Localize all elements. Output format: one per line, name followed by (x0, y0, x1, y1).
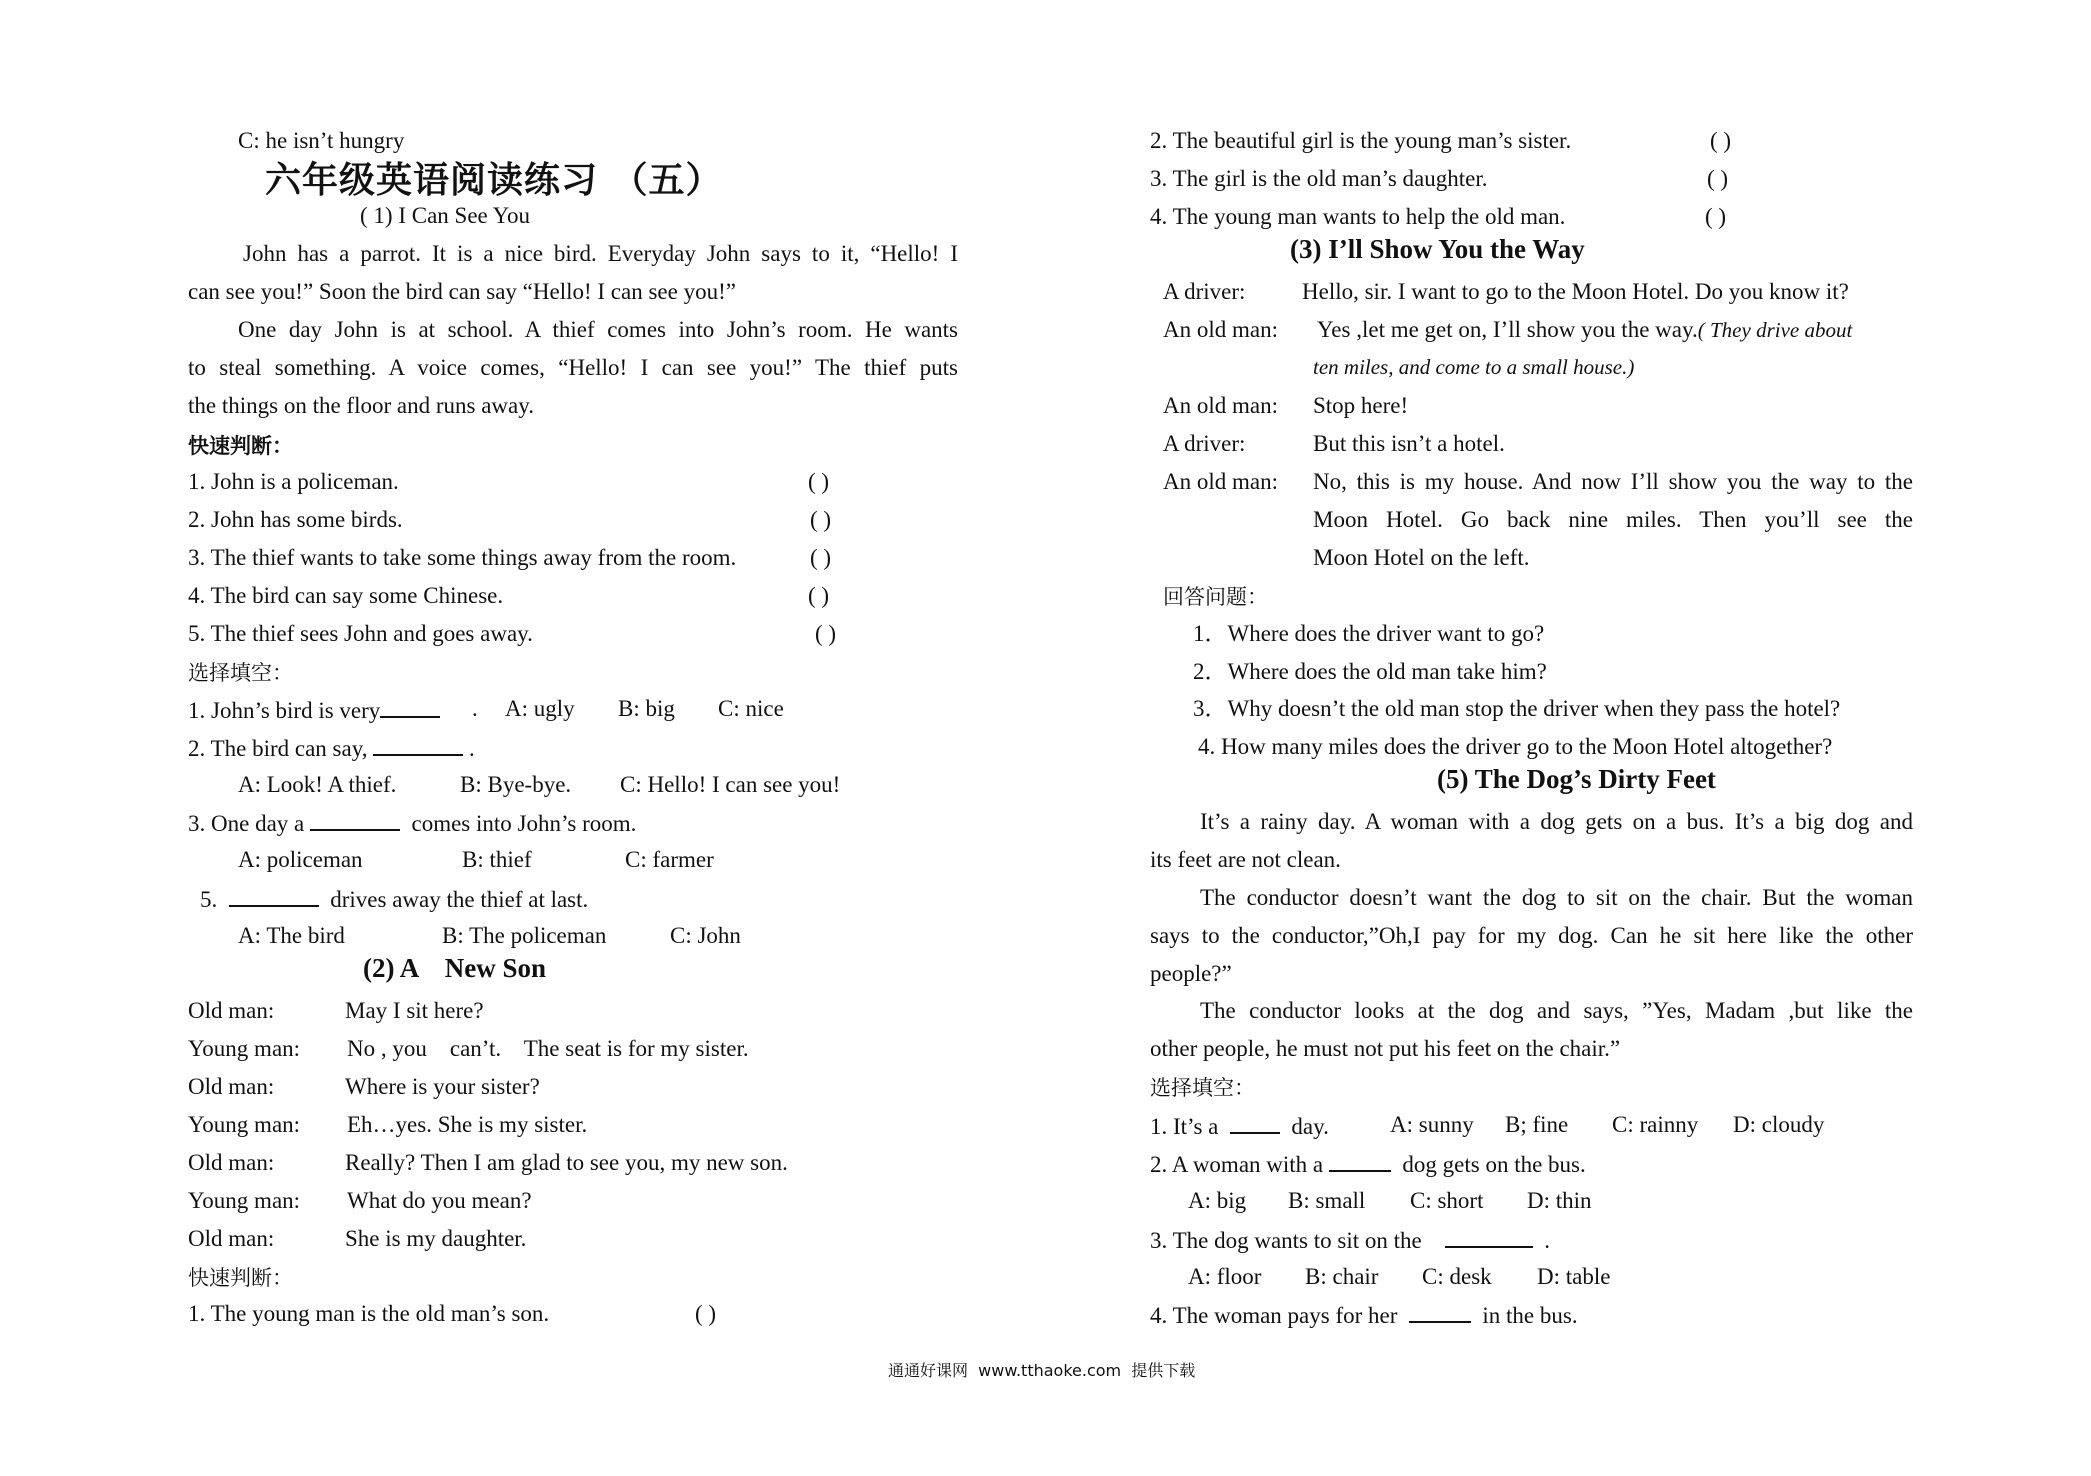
dialogue-line: But this isn’t a hotel. (1313, 431, 1505, 456)
s1-paragraph-line: can see you!” Soon the bird can say “Hello! I can see you!” (188, 279, 736, 304)
choice-option: C: Hello! I can see you! (620, 772, 841, 797)
section-3-heading: (3) I’ll Show You the Way (1290, 234, 1585, 264)
choice-option: A: Look! A thief. (238, 772, 397, 797)
page-title: 六年级英语阅读练习 （五） (265, 160, 723, 201)
choice-question: 2. A woman with a dog gets on the bus. (1150, 1148, 1586, 1180)
s5-paragraph-line: It’s a rainy day. A woman with a dog gets on a bus. It’s a big dog and (1200, 809, 1913, 834)
choice-option: A: sunny (1390, 1112, 1474, 1137)
section-1-heading: ( 1) I Can See You (360, 203, 530, 228)
choice-option: A: ugly (505, 696, 575, 721)
answer-blank[interactable] (1409, 1299, 1471, 1323)
choice-option: B: chair (1305, 1264, 1379, 1289)
dialogue-speaker: Young man: (188, 1036, 301, 1061)
stage-direction: ( They drive about (1697, 318, 1853, 342)
dialogue-speaker: An old man: (1163, 317, 1278, 342)
answer-blank[interactable] (380, 694, 440, 718)
s2-judge-label: 快速判断： (188, 1266, 293, 1290)
answer-parentheses: ( ) (808, 583, 830, 608)
judge-question: 4. The young man wants to help the old man. (1150, 204, 1566, 229)
dialogue-line: May I sit here? (345, 998, 484, 1023)
s1-judge-label: 快速判断： (188, 434, 293, 458)
dialogue-line: No , you can’t. The seat is for my sister. (347, 1036, 749, 1061)
answer-parentheses: ( ) (808, 469, 830, 494)
choice-option: B: The policeman (442, 923, 607, 948)
s5-paragraph-line: The conductor looks at the dog and says, ”Yes, Madam ,but like the (1200, 998, 1913, 1023)
dialogue-line: Where is your sister? (345, 1074, 540, 1099)
answer-blank[interactable] (1329, 1148, 1391, 1172)
choice-option: A: policeman (238, 847, 363, 872)
dialogue-speaker: Old man: (188, 1150, 275, 1175)
answer-blank[interactable] (373, 732, 463, 756)
s5-paragraph-line: says to the conductor,”Oh,I pay for my dog. Can he sit here like the other (1150, 923, 1913, 948)
answer-question: 1．Where does the driver want to go? (1193, 621, 1545, 646)
judge-question: 3. The girl is the old man’s daughter. (1150, 166, 1488, 191)
answer-blank[interactable] (1230, 1110, 1280, 1134)
choice-option: A: big (1188, 1188, 1247, 1213)
s1-paragraph-line: One day John is at school. A thief comes into John’s room. He wants (238, 317, 958, 342)
s5-paragraph-line: its feet are not clean. (1150, 847, 1341, 872)
choice-option: A: The bird (238, 923, 345, 948)
section-5-heading: (5) The Dog’s Dirty Feet (1437, 764, 1716, 794)
answer-parentheses: ( ) (1707, 166, 1729, 191)
choice-option: B: big (618, 696, 675, 721)
choice-option: B; fine (1505, 1112, 1569, 1137)
choice-question: 1. John’s bird is very (188, 694, 440, 726)
dialogue-line: Really? Then I am glad to see you, my new son. (345, 1150, 788, 1175)
choice-question: 3. One day a comes into John’s room. (188, 807, 636, 839)
answer-question: 2．Where does the old man take him? (1193, 659, 1547, 684)
dialogue-line: Moon Hotel. Go back nine miles. Then you’ll see the (1313, 507, 1913, 532)
s1-paragraph-line: the things on the floor and runs away. (188, 393, 534, 418)
choice-question: 1. It’s a day. (1150, 1110, 1329, 1142)
dialogue-speaker: Old man: (188, 1074, 275, 1099)
top-fragment: C: he isn’t hungry (238, 128, 405, 153)
choice-option: D: table (1537, 1264, 1611, 1289)
answer-parentheses: ( ) (1705, 204, 1727, 229)
answer-parentheses: ( ) (695, 1301, 717, 1326)
answer-blank[interactable] (229, 883, 319, 907)
s1-paragraph-line: to steal something. A voice comes, “Hello! I can see you!” The thief puts (188, 355, 958, 380)
choice-option: B: small (1288, 1188, 1366, 1213)
dialogue-line: Hello, sir. I want to go to the Moon Hotel. Do you know it? (1302, 279, 1849, 304)
choice-option: C: rainny (1612, 1112, 1699, 1137)
choice-option: D: thin (1527, 1188, 1592, 1213)
choice-option: C: John (670, 923, 741, 948)
s3-answer-label: 回答问题： (1163, 585, 1268, 609)
s5-choice-label: 选择填空： (1150, 1076, 1255, 1100)
s1-choice-label: 选择填空： (188, 661, 293, 685)
judge-question: 3. The thief wants to take some things away from the room. (188, 545, 737, 570)
dialogue-line: No, this is my house. And now I’ll show you the way to the (1313, 469, 1913, 494)
dialogue-speaker: Old man: (188, 1226, 275, 1251)
judge-question: 2. John has some birds. (188, 507, 403, 532)
dialogue-speaker: Young man: (188, 1112, 301, 1137)
page-footer: 通通好课网 www.tthaoke.com 提供下载 (888, 1361, 1196, 1380)
answer-blank[interactable] (1445, 1224, 1533, 1248)
dialogue-speaker: A driver: (1163, 431, 1246, 456)
answer-parentheses: ( ) (810, 545, 832, 570)
choice-question: 2. The bird can say, . (188, 732, 475, 764)
choice-question-dot: . (472, 696, 478, 721)
choice-question: 5. drives away the thief at last. (200, 883, 588, 915)
dialogue-line: Eh…yes. She is my sister. (347, 1112, 588, 1137)
s1-paragraph-line: John has a parrot. It is a nice bird. Everyday John says to it, “Hello! I (243, 241, 958, 266)
choice-option: C: short (1410, 1188, 1484, 1213)
answer-parentheses: ( ) (815, 621, 837, 646)
answer-parentheses: ( ) (1710, 128, 1732, 153)
judge-question: 4. The bird can say some Chinese. (188, 583, 504, 608)
dialogue-line: Stop here! (1313, 393, 1409, 418)
dialogue-line: Yes ,let me get on, I’ll show you the way.( They drive about (1317, 317, 1853, 342)
dialogue-line: Moon Hotel on the left. (1313, 545, 1530, 570)
choice-option: B: Bye-bye. (460, 772, 572, 797)
section-2-heading: (2) A New Son (363, 953, 547, 983)
choice-question: 4. The woman pays for her in the bus. (1150, 1299, 1578, 1331)
dialogue-speaker: An old man: (1163, 393, 1278, 418)
answer-blank[interactable] (310, 807, 400, 831)
choice-option: A: floor (1188, 1264, 1262, 1289)
s5-paragraph-line: people?” (1150, 961, 1232, 986)
answer-question: 4. How many miles does the driver go to the Moon Hotel altogether? (1198, 734, 1833, 759)
choice-question: 3. The dog wants to sit on the . (1150, 1224, 1550, 1256)
s5-paragraph-line: The conductor doesn’t want the dog to sit on the chair. But the woman (1200, 885, 1913, 910)
choice-option: D: cloudy (1733, 1112, 1825, 1137)
judge-question: 1. The young man is the old man’s son. (188, 1301, 550, 1326)
judge-question: 5. The thief sees John and goes away. (188, 621, 533, 646)
answer-question: 3．Why doesn’t the old man stop the driver when they pass the hotel? (1193, 696, 1841, 721)
dialogue-speaker: Young man: (188, 1188, 301, 1213)
dialogue-line: What do you mean? (347, 1188, 532, 1213)
dialogue-speaker: Old man: (188, 998, 275, 1023)
stage-direction: ten miles, and come to a small house.) (1313, 355, 1635, 379)
choice-option: C: desk (1422, 1264, 1492, 1289)
s5-paragraph-line: other people, he must not put his feet on the chair.” (1150, 1036, 1621, 1061)
choice-option: C: farmer (625, 847, 714, 872)
dialogue-speaker: An old man: (1163, 469, 1278, 494)
choice-option: B: thief (462, 847, 532, 872)
judge-question: 1. John is a policeman. (188, 469, 399, 494)
dialogue-line: She is my daughter. (345, 1226, 527, 1251)
choice-option: C: nice (718, 696, 784, 721)
dialogue-speaker: A driver: (1163, 279, 1246, 304)
judge-question: 2. The beautiful girl is the young man’s sister. (1150, 128, 1572, 153)
answer-parentheses: ( ) (810, 507, 832, 532)
